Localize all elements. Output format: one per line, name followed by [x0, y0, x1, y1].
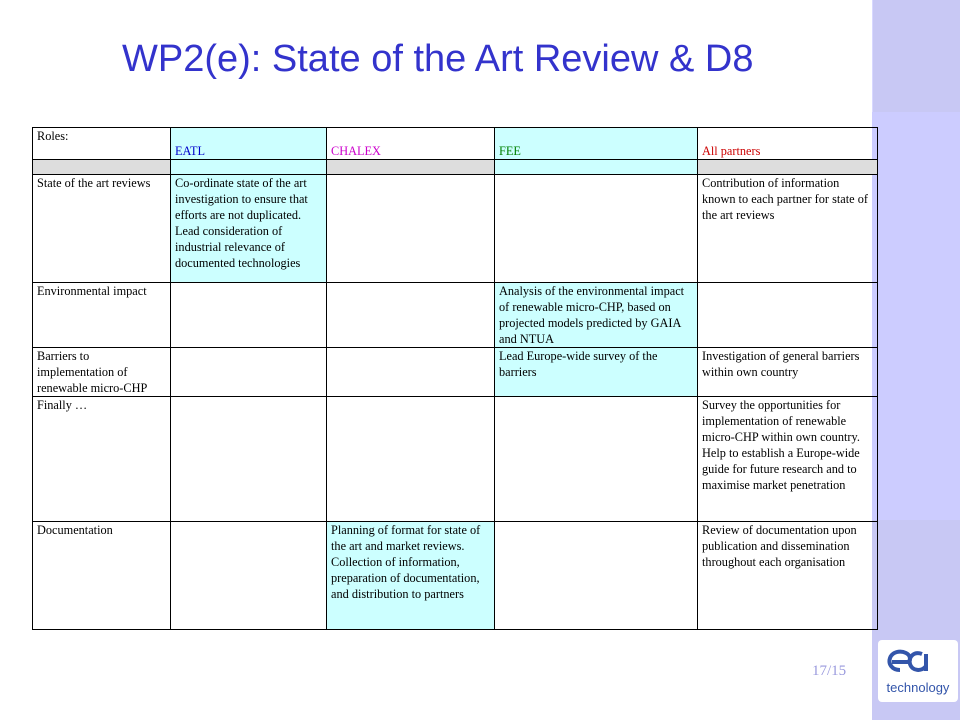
- row-label: Finally …: [33, 397, 171, 522]
- cell-chalex: [327, 397, 495, 522]
- row-label: Environmental impact: [33, 283, 171, 348]
- table-row: [33, 283, 878, 348]
- cell-chalex: [327, 348, 495, 397]
- table-spacer-row: [33, 160, 878, 175]
- cell-fee: [495, 175, 698, 283]
- cell-all-partners: Review of documentation upon publication and dissemination throughout each organisation: [698, 522, 878, 630]
- logo-text: technology: [886, 680, 950, 695]
- cell-all-partners: Investigation of general barriers within own country: [698, 348, 878, 397]
- cell-chalex: [327, 175, 495, 283]
- spacer-cell: [495, 160, 698, 175]
- cell-fee: [495, 397, 698, 522]
- header-fee: FEE: [495, 128, 698, 160]
- header-all-partners: All partners: [698, 128, 878, 160]
- cell-fee: [495, 522, 698, 630]
- table-row: [33, 175, 878, 283]
- cell-all-partners: [698, 283, 878, 348]
- header-roles: Roles:: [33, 128, 171, 160]
- spacer-cell: [171, 160, 327, 175]
- table-row: [33, 397, 878, 522]
- cell-eatl: [171, 522, 327, 630]
- cell-eatl: [171, 283, 327, 348]
- cell-all-partners: Contribution of information known to each partner for state of the art reviews: [698, 175, 878, 283]
- cell-fee: Analysis of the environmental impact of renewable micro-CHP, based on projected models predicted by GAIA and NTUA: [495, 283, 698, 348]
- roles-table: [32, 127, 878, 630]
- table-row: [33, 348, 878, 397]
- cell-chalex: [327, 283, 495, 348]
- table-header-row: [33, 128, 878, 160]
- sidebar-top-block: [872, 0, 960, 112]
- page-number: 17/15: [812, 663, 847, 679]
- spacer-cell: [698, 160, 878, 175]
- spacer-cell: [33, 160, 171, 175]
- cell-eatl: [171, 348, 327, 397]
- cell-eatl: [171, 397, 327, 522]
- row-label: Documentation: [33, 522, 171, 630]
- row-label: State of the art reviews: [33, 175, 171, 283]
- header-eatl: EATL: [171, 128, 327, 160]
- ea-logo-icon: [878, 640, 958, 702]
- cell-eatl: Co-ordinate state of the art investigation to ensure that efforts are not duplicated. Lead consideration of industrial relevance of documented technologies: [171, 175, 327, 283]
- slide-sidebar: [872, 0, 960, 720]
- cell-chalex: Planning of format for state of the art and market reviews. Collection of information, preparation of documentation, and distribution to partners: [327, 522, 495, 630]
- ea-technology-logo: [878, 640, 958, 702]
- cell-all-partners: Survey the opportunities for implementation of renewable micro-CHP within own country. Help to establish a Europe-wide guide for future research and to maximise market penetration: [698, 397, 878, 522]
- table-row: [33, 522, 878, 630]
- row-label: Barriers to implementation of renewable micro-CHP: [33, 348, 171, 397]
- cell-fee: Lead Europe-wide survey of the barriers: [495, 348, 698, 397]
- header-chalex: CHALEX: [327, 128, 495, 160]
- spacer-cell: [327, 160, 495, 175]
- slide-title: WP2(e): State of the Art Review & D8: [122, 38, 754, 80]
